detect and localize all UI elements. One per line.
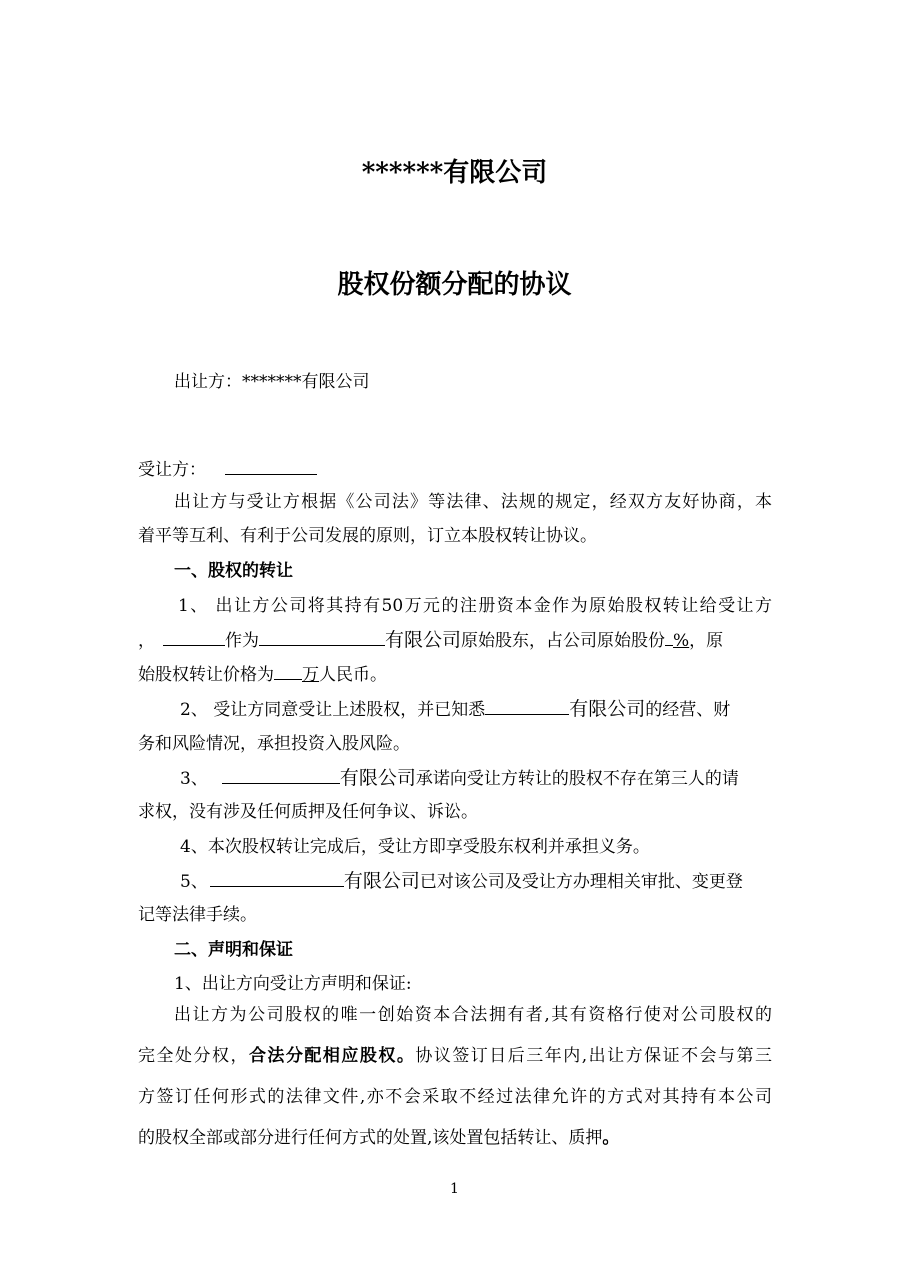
transferor-value: *******有限公司 — [242, 372, 370, 392]
warranty-line-4 — [138, 1127, 619, 1149]
company-title: ******有限公司 — [361, 158, 548, 188]
company-name-blank — [259, 629, 385, 646]
document-title: 股权份额分配的协议 — [337, 270, 572, 300]
transferee-blank — [225, 458, 317, 475]
section-2-heading: 二、声明和保证 — [174, 940, 293, 960]
clause-3-line-2: 求权，没有涉及任何质押及任何争议、诉讼。 — [138, 802, 478, 822]
clause-2-blank — [485, 698, 569, 715]
clause-5-text: 已对该公司及受让方办理相关审批、变更登 — [419, 872, 743, 892]
transferee-label: 受让方： — [138, 460, 206, 480]
clause-2-line-2: 务和风险情况，承担投资入股风险。 — [138, 734, 410, 754]
clause-3-text: 承诺向受让方转让的股权不存在第三人的请 — [415, 769, 739, 789]
warranty-term: 协议签订日后三年内,出让方保证不会与第三 — [415, 1046, 773, 1066]
clause-1-price-text: 始股权转让价格为 — [138, 665, 274, 685]
clause-5-blank — [210, 870, 344, 887]
section-1-heading: 一、股权的转让 — [174, 561, 293, 581]
clause-5-line-1 — [180, 870, 743, 893]
clause-1-share-text: 原始股东，占公司原始股份 — [461, 631, 666, 651]
clause-1-company: 有限公司 — [385, 629, 462, 651]
clause-3-blank — [222, 767, 340, 784]
clause-3-number: 3、 — [180, 769, 208, 789]
warranty-line-1: 出让方为公司股权的唯一创始资本合法拥有者,其有资格行使对公司股权的 — [174, 1005, 772, 1025]
transferor-label: 出让方： — [174, 372, 242, 392]
clause-1-line-2 — [138, 629, 723, 652]
clause-2-company: 有限公司 — [569, 698, 646, 720]
price-unit: 万 — [302, 665, 319, 685]
percent-sign: % — [673, 631, 690, 651]
transferee-name-blank — [163, 629, 225, 646]
price-currency: 人民币。 — [319, 665, 387, 685]
clause-2-text: 2、 受让方同意受让上述股权，并已知悉 — [180, 700, 486, 720]
warranty-allocate: 合法分配相应股权。 — [248, 1046, 416, 1066]
clause-5-company: 有限公司 — [343, 870, 420, 892]
transferee-line — [138, 458, 317, 481]
clause-2-line-1 — [180, 698, 730, 721]
warranty-text: 的股权全部或部分进行任何方式的处置,该处置包括转让、质押 — [138, 1128, 603, 1148]
section-2-item-1: 1、出让方向受让方声明和保证: — [174, 974, 412, 994]
clause-1-yuan: ，原 — [689, 631, 724, 651]
clause-1-as: 作为 — [225, 631, 259, 651]
clause-3-line-1 — [180, 767, 739, 790]
clause-3-company: 有限公司 — [339, 767, 416, 789]
warranty-period: 。 — [602, 1128, 620, 1148]
page-number: 1 — [450, 1181, 459, 1197]
warranty-disposal: 完全处分权， — [138, 1046, 249, 1066]
transferor-line — [174, 371, 370, 393]
clause-5-line-2: 记等法律手续。 — [138, 905, 257, 925]
clause-5-number: 5、 — [180, 872, 208, 892]
intro-line-2: 着平等互利、有利于公司发展的原则，订立本股权转让协议。 — [138, 526, 597, 546]
intro-line-1: 出让方与受让方根据《公司法》等法律、法规的规定，经双方友好协商，本 — [174, 492, 772, 512]
warranty-line-3: 方签订任何形式的法律文件,亦不会采取不经过法律允许的方式对其持有本公司 — [138, 1087, 772, 1107]
clause-1-line-3 — [138, 663, 387, 686]
clause-1-line-1: 1、 出让方公司将其持有50万元的注册资本金作为原始股权转让给受让方 — [178, 596, 772, 616]
share-percent-blank — [665, 629, 673, 646]
clause-4: 4、本次股权转让完成后，受让方即享受股东权利并承担义务。 — [180, 837, 650, 857]
clause-1-comma: ， — [138, 631, 155, 651]
price-blank — [274, 663, 302, 680]
clause-2-text-end: 的经营、财 — [645, 700, 731, 720]
warranty-line-2 — [138, 1045, 772, 1067]
